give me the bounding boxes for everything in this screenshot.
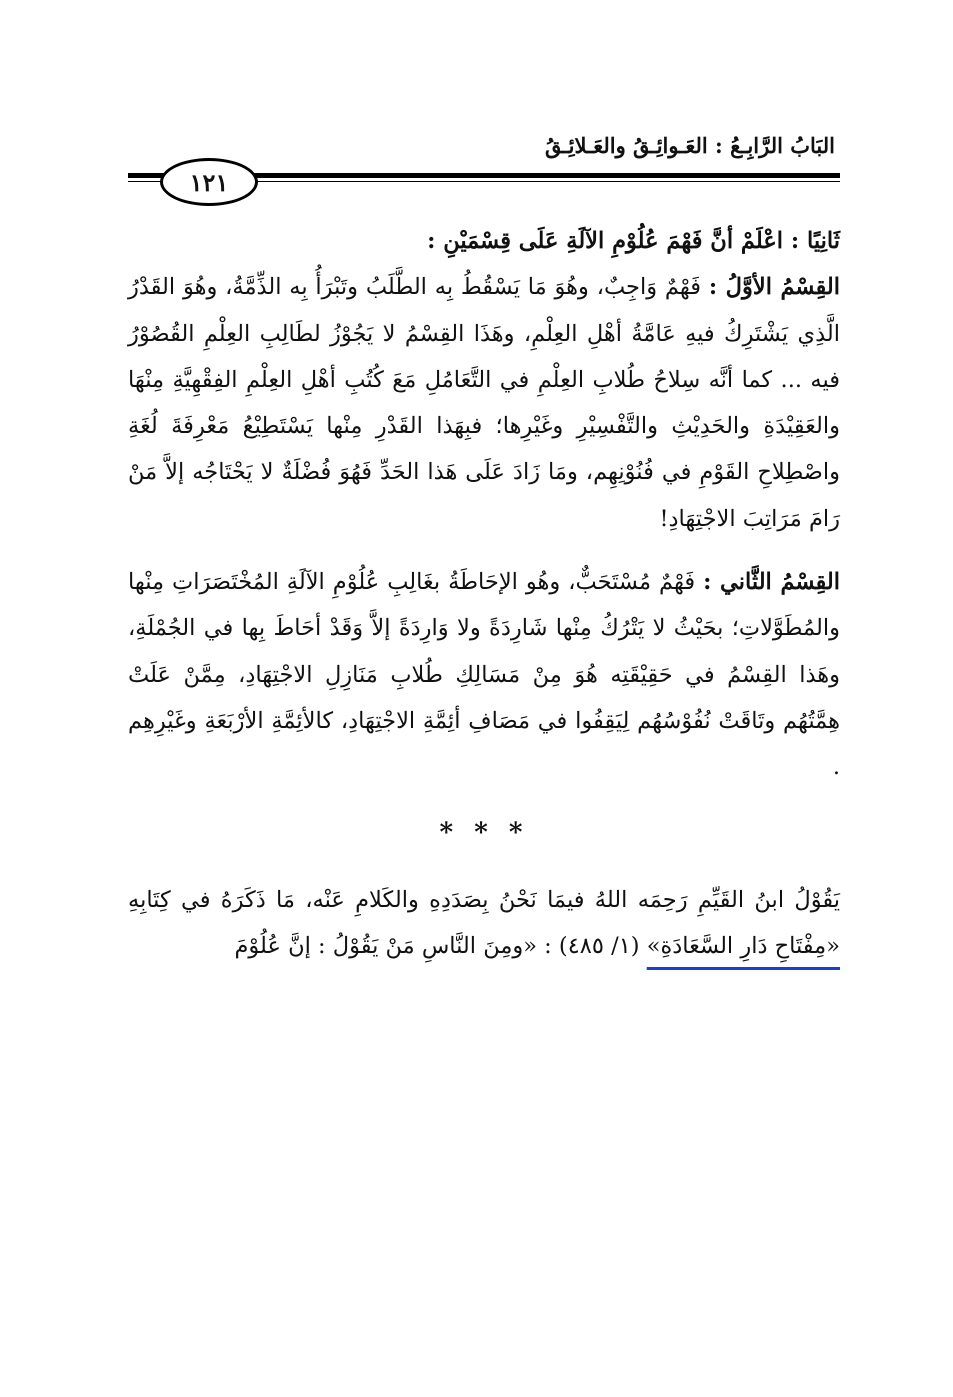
intro-paragraph <box>128 218 840 264</box>
quote-intro: يَقُوْلُ ابنُ القَيِّمِ رَحِمَه اللهُ فيمَا نَحْنُ بِصَدَدِهِ والكَلامِ عَنْه، مَا ذَكَرَهُ في كِتَابِهِ <box>128 886 840 913</box>
paragraph-gap <box>128 542 840 559</box>
body-text <box>128 218 840 969</box>
book-title-link[interactable]: «مِفْتَاحِ دَارِ السَّعَادَةِ» <box>646 932 840 959</box>
intro-text: ثَانِيًا : اعْلَمْ أنَّ فَهْمَ عُلُوْمِ الآلَةِ عَلَى قِسْمَيْنِ : <box>427 228 840 254</box>
section-two-text: فَهْمٌ مُسْتَحَبٌّ، وهُو الإحَاطَةُ بغَالِبِ عُلُوْمِ الآلَةِ المُخْتَصَرَاتِ مِنْها والمُطَوَّلاتِ؛ بحَيْثُ لا يَتْرُكُ مِنْها شَارِدَةً ولا وَارِدَةً إلاَّ وَقَدْ أحَاطَ بِها في الجُمْلَةِ، وهَذا القِسْمُ في حَقِيْقَتِه هُوَ مِنْ مَسَالِكِ طُلابِ مَنَازِلِ الاجْتِهَادِ، مِمَّنْ عَلَتْ هِمَّتُهُم وتَاقَتْ نُفُوْسُهُم لِيَقِفُوا في مَصَافِ أئِمَّةِ الاجْتِهَادِ، كالأئِمَّةِ الأرْبَعَةِ وغَيْرِهِم . <box>128 569 840 781</box>
running-title: البَابُ الرَّابِـعُ : العَـوائِـقُ والعَـلائِـقُ <box>545 133 835 158</box>
quote-paragraph <box>128 877 840 970</box>
section-two-lead: القِسْمُ الثَّاني : <box>703 569 841 596</box>
section-one-lead: القِسْمُ الأوَّلُ : <box>708 274 840 301</box>
page-number: ١٢١ <box>160 158 258 206</box>
section-two-paragraph <box>128 559 840 790</box>
section-one-text: فَهْمٌ وَاجِبٌ، وهُوَ مَا يَسْقُطُ بِه الطَّلَبُ وتَبْرَأُ بِه الذِّمَّةُ، وهُوَ القَدْرُ الَّذِي يَشْتَرِكُ فيهِ عَامَّةُ أهْلِ العِلْمِ، وهَذَا القِسْمُ لا يَجُوْزُ لطَالِبِ العِلْمِ القُصُوْرُ فيه ... كما أنَّه سِلاحُ طُلابِ العِلْمِ في التَّعَامُلِ مَعَ كُتُبِ أهْلِ العِلْمِ الفِقْهِيَّةِ مِنْهَا والعَقِيْدَةِ والحَدِيْثِ والتَّفْسِيْرِ وغَيْرِها؛ فبِهَذا القَدْرِ مِنْها يَسْتَطِيْعُ مَعْرِفَةَ لُغَةِ واصْطِلاحِ القَوْمِ في فُنُوْنِهِم، ومَا زَادَ عَلَى هَذا الحَدِّ فَهُوَ فُضْلَةٌ لا يَحْتَاجُه إلاَّ مَنْ رَامَ مَرَاتِبَ الاجْتِهَادِ! <box>128 274 840 532</box>
citation: (١/ ٤٨٥) : <box>544 932 640 959</box>
section-one-paragraph <box>128 264 840 542</box>
quote-start: «ومِنَ النَّاسِ مَنْ يَقُوْلُ : إنَّ عُلُوْمَ <box>234 932 538 959</box>
section-separator: * * * <box>439 817 529 848</box>
